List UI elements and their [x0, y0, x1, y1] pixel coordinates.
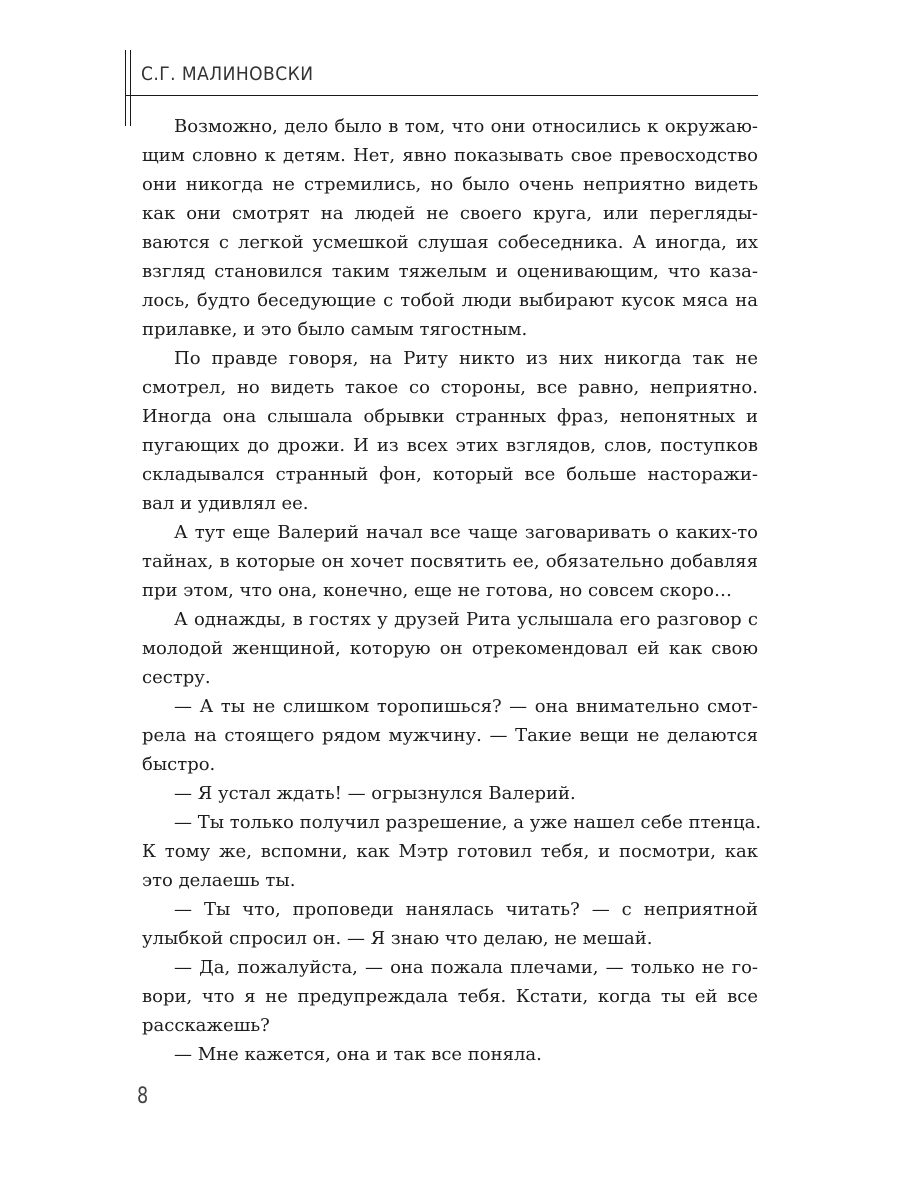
body-text — [142, 112, 762, 1069]
text-line: — Ты что, проповеди нанялась читать? — с неприятной — [174, 899, 758, 920]
text-line: — Ты только получил разрешение, а уже нашел себе птенца. — [174, 812, 762, 833]
text-line: взгляд становился таким тяжелым и оценивающим, что каза- — [142, 261, 758, 282]
text-line: А тут еще Валерий начал все чаще заговаривать о каких-то — [174, 522, 758, 543]
text-line: смотрел, но видеть такое со стороны, все равно, неприятно. — [142, 377, 758, 398]
text-line: щим словно к детям. Нет, явно показывать свое превосходство — [142, 145, 758, 166]
text-line: молодой женщиной, которую он отрекомендовал ей как свою — [142, 638, 758, 659]
text-line: складывался странный фон, который все больше насторажи- — [142, 464, 758, 485]
text-line: — Я устал ждать! — огрызнулся Валерий. — [174, 783, 576, 804]
text-line: Возможно, дело было в том, что они относились к окружаю- — [174, 116, 758, 137]
text-line: — Мне кажется, она и так все поняла. — [174, 1044, 542, 1065]
header-horizontal-rule — [125, 95, 758, 96]
text-line: А однажды, в гостях у друзей Рита услышала его разговор с — [174, 609, 758, 630]
text-line: лось, будто беседующие с тобой люди выбирают кусок мяса на — [142, 290, 758, 311]
header-vertical-rule-inner — [130, 50, 131, 126]
text-line: это делаешь ты. — [142, 870, 296, 891]
text-line: расскажешь? — [142, 1015, 270, 1036]
text-line: улыбкой спросил он. — Я знаю что делаю, не мешай. — [142, 928, 653, 949]
text-line: вори, что я не предупреждала тебя. Кстати, когда ты ей все — [142, 986, 758, 1007]
text-line: тайнах, в которые он хочет посвятить ее, обязательно добавляя — [142, 551, 758, 572]
text-line: К тому же, вспомни, как Мэтр готовил тебя, и посмотри, как — [142, 841, 758, 862]
text-line: быстро. — [142, 754, 216, 775]
page-number: 8 — [137, 1084, 149, 1109]
text-line: при этом, что она, конечно, еще не готова, но совсем скоро… — [142, 580, 732, 601]
text-line: рела на стоящего рядом мужчину. — Такие вещи не делаются — [142, 725, 758, 746]
text-line: По правде говоря, на Риту никто из них никогда так не — [174, 348, 758, 369]
running-head-author: С.Г. МАЛИНОВСКИ — [141, 63, 314, 85]
header-vertical-rule-outer — [125, 50, 126, 126]
text-line: как они смотрят на людей не своего круга, или перегляды- — [142, 203, 758, 224]
text-line: они никогда не стремились, но было очень неприятно видеть — [142, 174, 758, 195]
text-line: — Да, пожалуйста, — она пожала плечами, — только не го- — [174, 957, 758, 978]
text-line: сестру. — [142, 667, 211, 688]
text-line: ваются с легкой усмешкой слушая собеседника. А иногда, их — [142, 232, 758, 253]
text-line: вал и удивлял ее. — [142, 493, 309, 514]
text-line: Иногда она слышала обрывки странных фраз, непонятных и — [142, 406, 758, 427]
text-line: — А ты не слишком торопишься? — она внимательно смот- — [174, 696, 758, 717]
text-line: прилавке, и это было самым тягостным. — [142, 319, 528, 340]
text-line: пугающих до дрожи. И из всех этих взглядов, слов, поступков — [142, 435, 758, 456]
